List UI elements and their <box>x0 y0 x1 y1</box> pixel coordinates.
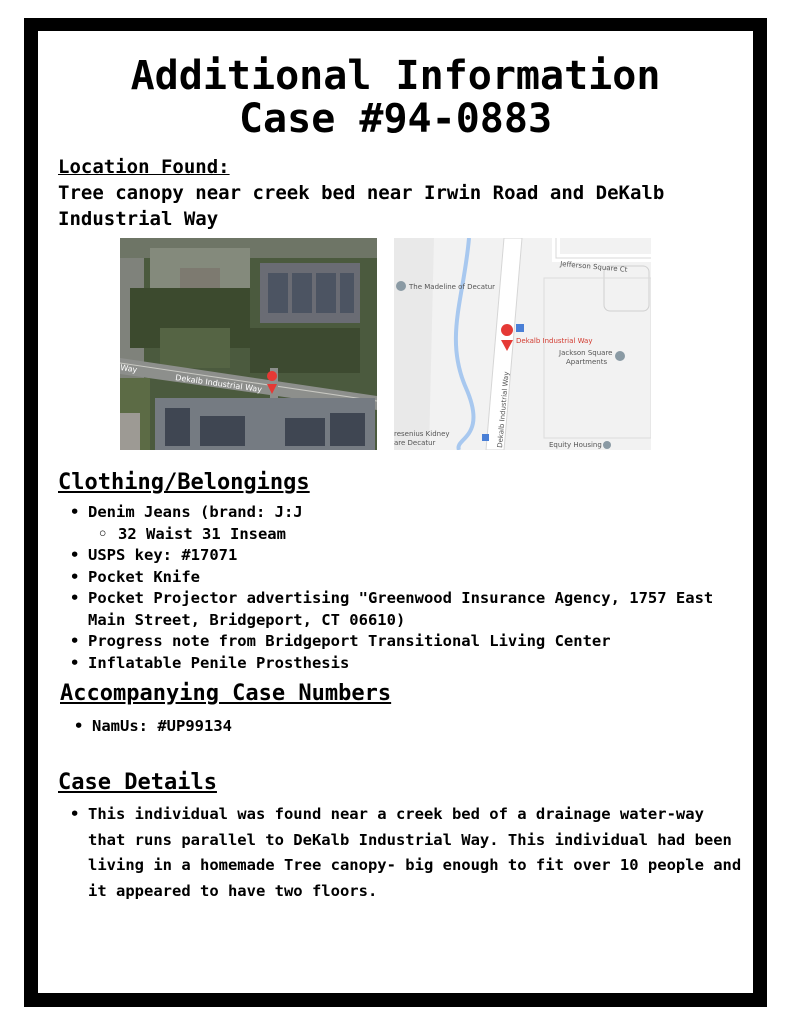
street-map-road-top: Jefferson Square Ct <box>559 260 628 274</box>
street-map-place-2b: Apartments <box>566 358 608 366</box>
place-marker-icon <box>615 351 625 361</box>
list-item: • Inflatable Penile Prosthesis <box>56 653 746 675</box>
clothing-list <box>56 502 746 674</box>
transit-icon <box>482 434 489 441</box>
satellite-street-fragment: Way <box>120 363 138 375</box>
street-map-place-2a: Jackson Square <box>559 349 613 357</box>
page-title <box>38 55 753 141</box>
place-marker-icon <box>396 281 406 291</box>
satellite-map-image <box>120 238 377 450</box>
title-line-1: Additional Information <box>130 53 661 99</box>
place-marker-icon <box>603 441 611 449</box>
street-map-pin-label: Dekalb Industrial Way <box>516 337 593 345</box>
title-line-2: Case #94-0883 <box>238 96 553 142</box>
list-item: • This individual was found near a creek bed of a drainage water-way that runs parallel to DeKalb Industrial Way. This individual had been living in a homemade Tree canopy- big enough to fit over 10 people and it appeared to have two floors. <box>56 802 746 904</box>
street-map-road-label: Dekalb Industrial Way <box>496 371 511 449</box>
list-item: • Pocket Knife <box>56 567 746 589</box>
list-item: • Progress note from Bridgeport Transitional Living Center <box>56 631 746 653</box>
satellite-street-label: Dekalb Industrial Way <box>174 373 263 395</box>
location-text: Tree canopy near creek bed near Irwin Road and DeKalb Industrial Way <box>58 182 665 230</box>
list-item: • USPS key: #17071 <box>56 545 746 567</box>
list-item-label: Denim Jeans (brand: J:J <box>88 503 303 521</box>
location-heading: Location Found: <box>58 156 230 178</box>
street-map-place-3a: resenius Kidney <box>394 430 450 438</box>
transit-icon <box>516 324 524 332</box>
list-item: ◦ 32 Waist 31 Inseam <box>88 524 746 546</box>
page-border <box>24 18 767 1007</box>
street-map-place-4: Equity Housing <box>549 441 602 449</box>
accompanying-heading: Accompanying Case Numbers <box>60 681 392 706</box>
clothing-sublist <box>88 524 746 546</box>
satellite-map-graphic <box>120 238 377 450</box>
list-item: • NamUs: #UP99134 <box>60 716 660 737</box>
street-map-graphic <box>394 238 651 450</box>
street-map-image <box>394 238 651 450</box>
details-list <box>56 802 746 904</box>
list-item: • Pocket Projector advertising "Greenwood Insurance Agency, 1757 East Main Street, Bridgeport, CT 06610) <box>56 588 746 631</box>
list-item <box>56 502 746 545</box>
details-heading: Case Details <box>58 770 217 795</box>
accompanying-list <box>60 716 660 737</box>
street-map-place-1: The Madeline of Decatur <box>409 283 496 291</box>
clothing-heading: Clothing/Belongings <box>58 470 310 495</box>
document-page <box>38 31 753 993</box>
street-map-place-3b: are Decatur <box>394 439 436 447</box>
